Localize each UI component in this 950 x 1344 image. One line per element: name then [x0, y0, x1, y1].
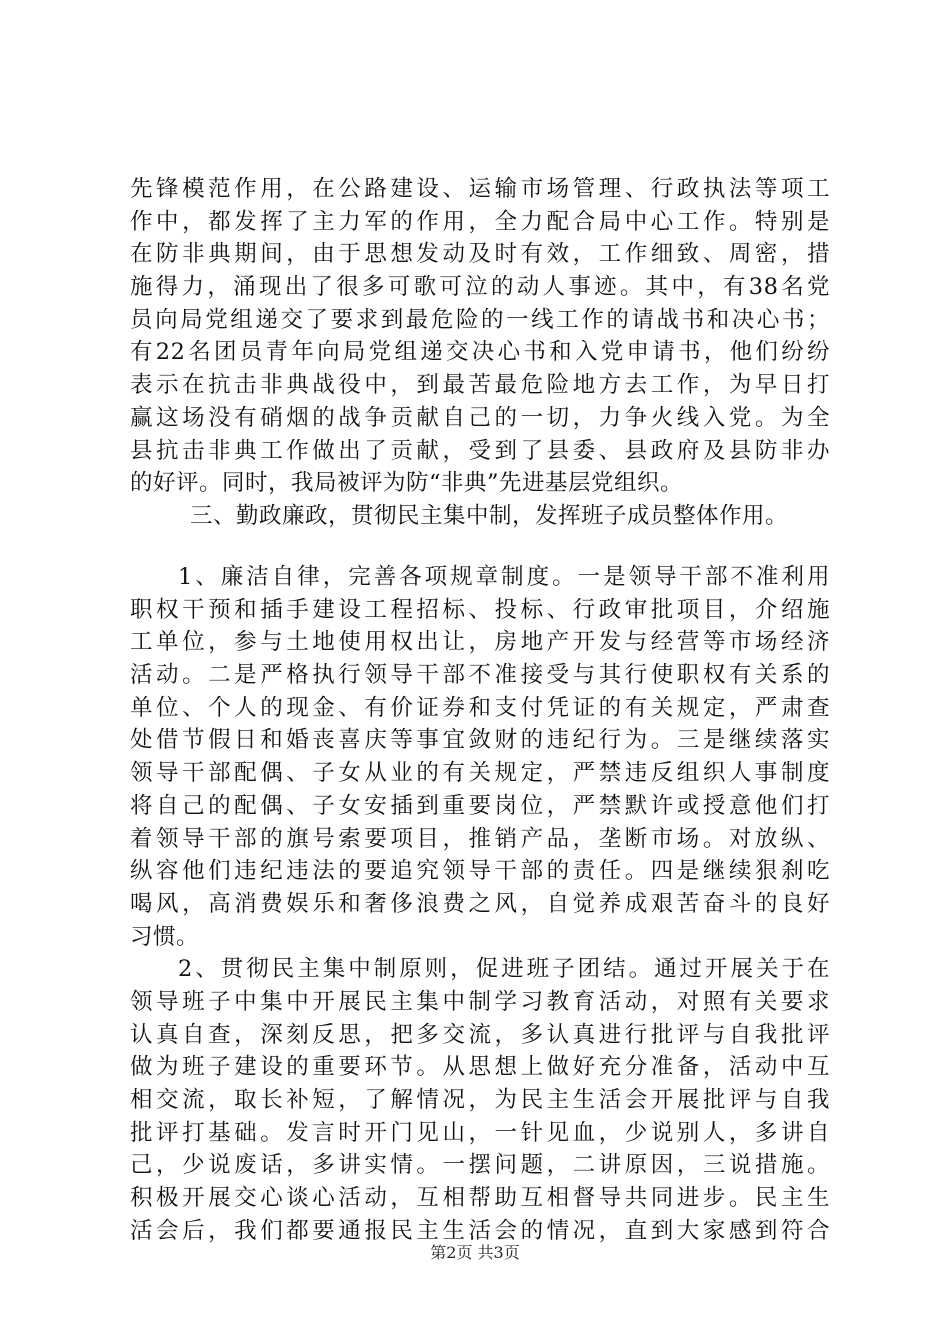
text-line: 有22名团员青年向局党组递交决心书和入党申请书，他们纷纷 — [130, 339, 830, 366]
text-line: 施得力，涌现出了很多可歌可泣的动人事迹。其中，有38名党 — [130, 274, 830, 301]
text-line: 纵容他们违纪违法的要追究领导干部的责任。四是继续狠刹吃 — [130, 858, 830, 885]
text-line: 2、贯彻民主集中制原则，促进班子团结。通过开展关于在 — [178, 956, 830, 983]
text-line: 表示在抗击非典战役中，到最苦最危险地方去工作，为早日打 — [130, 372, 830, 399]
text-line: 赢这场没有硝烟的战争贡献自己的一切，力争火线入党。为全 — [130, 404, 830, 431]
text-line: 的好评。同时，我局被评为防“非典”先进基层党组织。 — [130, 470, 684, 497]
paragraph-party-role — [130, 173, 830, 533]
text-line: 相交流，取长补短，了解情况，为民主生活会开展批评与自我 — [130, 1087, 830, 1113]
text-line: 员向局党组递交了要求到最危险的一线工作的请战书和决心书； — [130, 306, 830, 333]
text-line: 批评打基础。发言时开门见山，一针见血，少说别人，多讲自 — [130, 1119, 830, 1146]
text-line: 在防非典期间，由于思想发动及时有效，工作细致、周密，措 — [130, 241, 830, 268]
text-line: 活会后，我们都要通报民主生活会的情况，直到大家感到符合 — [130, 1217, 830, 1244]
text-line: 将自己的配偶、子女安插到重要岗位，严禁默许或授意他们打 — [130, 792, 830, 819]
text-line: 单位、个人的现金、有价证券和支付凭证的有关规定，严肃查 — [130, 694, 830, 721]
text-line: 习惯。 — [130, 923, 200, 950]
text-line: 领导干部配偶、子女从业的有关规定，严禁违反组织人事制度 — [130, 760, 830, 787]
text-line: 做为班子建设的重要环节。从思想上做好充分准备，活动中互 — [130, 1054, 830, 1081]
paragraph-integrity — [130, 561, 830, 1247]
text-line: 工单位，参与土地使用权出让，房地产开发与经营等市场经济 — [130, 629, 830, 656]
text-line: 喝风，高消费娱乐和奢侈浪费之风，自觉养成艰苦奋斗的良好 — [130, 890, 830, 917]
section-heading: 三、勤政廉政，贯彻民主集中制，发挥班子成员整体作用。 — [190, 502, 789, 529]
text-line: 着领导干部的旗号索要项目，推销产品，垄断市场。对放纵、 — [130, 825, 830, 852]
text-line: 1、廉洁自律，完善各项规章制度。一是领导干部不准利用 — [178, 564, 830, 590]
text-line: 领导班子中集中开展民主集中制学习教育活动，对照有关要求 — [130, 988, 830, 1015]
text-line: 县抗击非典工作做出了贡献，受到了县委、县政府及县防非办 — [130, 437, 830, 464]
text-line: 积极开展交心谈心活动，互相帮助互相督导共同进步。民主生 — [130, 1185, 830, 1212]
text-line: 处借节假日和婚丧喜庆等事宜敛财的违纪行为。三是继续落实 — [130, 727, 830, 754]
text-line: 己，少说废话，多讲实情。一摆问题，二讲原因，三说措施。 — [130, 1152, 830, 1179]
page-footer: 第2页 共3页 — [430, 1243, 520, 1262]
text-line: 先锋模范作用，在公路建设、运输市场管理、行政执法等项工 — [130, 176, 830, 202]
text-line: 活动。二是严格执行领导干部不准接受与其行使职权有关系的 — [130, 662, 830, 689]
text-line: 作中，都发挥了主力军的作用，全力配合局中心工作。特别是 — [130, 208, 830, 235]
text-line: 职权干预和插手建设工程招标、投标、行政审批项目，介绍施 — [130, 596, 830, 623]
text-line: 认真自查，深刻反思，把多交流，多认真进行批评与自我批评 — [130, 1021, 830, 1048]
